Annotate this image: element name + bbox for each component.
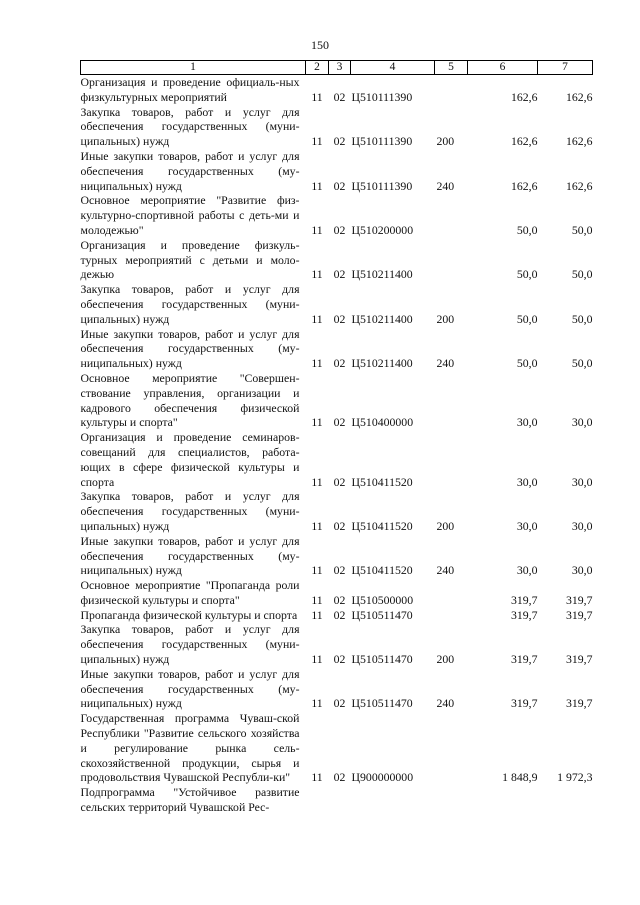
row-name-cell: Иные закупки товаров, работ и услуг для обеспечения государственных (му-ниципальных) нужд bbox=[80, 326, 300, 371]
table-row bbox=[81, 608, 593, 623]
target-article-cell: Ц510111390 bbox=[351, 89, 413, 104]
target-article-cell: Ц510511470 bbox=[351, 652, 413, 667]
table-row bbox=[81, 430, 593, 489]
subsection-code-cell: 02 bbox=[333, 178, 346, 193]
expense-type-cell: 200 bbox=[436, 311, 455, 326]
amount-year1-cell: 30,0 bbox=[516, 563, 538, 578]
amount-year2-cell: 162,6 bbox=[565, 178, 593, 193]
amount-year1-cell: 162,6 bbox=[510, 134, 538, 149]
target-article-cell: Ц510211400 bbox=[351, 267, 413, 282]
table-row bbox=[81, 105, 593, 149]
table-row bbox=[81, 282, 593, 326]
expense-type-cell: 240 bbox=[436, 696, 455, 711]
row-name-cell: Организация и проведение официаль-ных физкультурных мероприятий bbox=[80, 75, 300, 104]
table-row bbox=[81, 193, 593, 237]
amount-year2-cell: 319,7 bbox=[565, 607, 593, 622]
column-header: 6 bbox=[468, 61, 538, 75]
subsection-code-cell: 02 bbox=[333, 311, 346, 326]
expense-type-cell bbox=[435, 193, 468, 237]
table-row bbox=[81, 238, 593, 282]
row-name-cell: Основное мероприятие "Развитие физ-культурно-спортивной работы с деть-ми и молодежью" bbox=[80, 193, 300, 237]
expense-type-cell bbox=[435, 608, 468, 623]
table-row bbox=[81, 327, 593, 371]
row-name-cell: Организация и проведение физкуль-турных мероприятий с детьми и моло-дежью bbox=[80, 237, 300, 282]
row-name-cell: Иные закупки товаров, работ и услуг для обеспечения государственных (му-ниципальных) нужд bbox=[80, 148, 300, 193]
row-name-cell: Пропаганда физической культуры и спорта bbox=[80, 607, 298, 622]
expense-type-cell bbox=[435, 578, 468, 608]
amount-year2-cell: 319,7 bbox=[565, 592, 593, 607]
table-row bbox=[81, 75, 593, 105]
amount-year2-cell: 162,6 bbox=[565, 89, 593, 104]
table-row bbox=[81, 711, 593, 785]
subsection-code-cell: 02 bbox=[333, 89, 346, 104]
table-row bbox=[81, 534, 593, 578]
target-article-cell: Ц510511470 bbox=[351, 607, 413, 622]
target-article-cell: Ц510411520 bbox=[351, 563, 413, 578]
amount-year2-cell: 50,0 bbox=[571, 311, 593, 326]
table-header-row bbox=[81, 61, 593, 75]
table-row bbox=[81, 578, 593, 608]
column-header: 1 bbox=[81, 61, 306, 75]
subsection-code-cell: 02 bbox=[333, 415, 346, 430]
target-article-cell: Ц510211400 bbox=[351, 356, 413, 371]
table-body bbox=[81, 75, 593, 815]
section-code-cell: 11 bbox=[311, 474, 323, 489]
subsection-code-cell: 02 bbox=[333, 696, 346, 711]
section-code-cell: 11 bbox=[311, 311, 323, 326]
row-name-cell: Закупка товаров, работ и услуг для обеспечения государственных (муни-ципальных) нужд bbox=[80, 622, 300, 667]
amount-year2-cell: 50,0 bbox=[571, 267, 593, 282]
budget-table bbox=[80, 60, 593, 815]
amount-year1-cell: 319,7 bbox=[510, 592, 538, 607]
target-article-cell: Ц510511470 bbox=[351, 696, 413, 711]
row-name-cell: Закупка товаров, работ и услуг для обеспечения государственных (муни-ципальных) нужд bbox=[80, 282, 300, 326]
expense-type-cell bbox=[435, 371, 468, 430]
target-article-cell: Ц900000000 bbox=[351, 770, 414, 785]
target-article-cell: Ц510500000 bbox=[351, 592, 414, 607]
amount-year2-cell: 30,0 bbox=[571, 563, 593, 578]
expense-type-cell: 240 bbox=[436, 563, 455, 578]
expense-type-cell: 200 bbox=[436, 134, 455, 149]
subsection-code-cell: 02 bbox=[333, 607, 346, 622]
amount-year1-cell: 319,7 bbox=[510, 607, 538, 622]
amount-year2-cell: 50,0 bbox=[571, 356, 593, 371]
subsection-code-cell: 02 bbox=[333, 592, 346, 607]
subsection-code-cell: 02 bbox=[333, 518, 346, 533]
amount-year1-cell: 30,0 bbox=[516, 415, 538, 430]
table-row bbox=[81, 149, 593, 193]
table-row bbox=[81, 622, 593, 666]
amount-year2-cell: 319,7 bbox=[565, 696, 593, 711]
table-row bbox=[81, 489, 593, 533]
subsection-code-cell: 02 bbox=[333, 563, 346, 578]
amount-year1-cell: 30,0 bbox=[516, 518, 538, 533]
amount-year2-cell: 30,0 bbox=[571, 415, 593, 430]
amount-year2-cell: 162,6 bbox=[565, 134, 593, 149]
section-code-cell: 11 bbox=[311, 518, 323, 533]
section-code-cell bbox=[306, 785, 329, 815]
subsection-code-cell bbox=[329, 785, 351, 815]
section-code-cell: 11 bbox=[311, 652, 323, 667]
subsection-code-cell: 02 bbox=[333, 222, 346, 237]
target-article-cell: Ц510411520 bbox=[351, 474, 413, 489]
column-header: 2 bbox=[306, 61, 329, 75]
row-name-cell: Закупка товаров, работ и услуг для обеспечения государственных (муни-ципальных) нужд bbox=[80, 104, 300, 149]
expense-type-cell: 240 bbox=[436, 356, 455, 371]
amount-year2-cell: 1 972,3 bbox=[557, 770, 593, 785]
target-article-cell: Ц510400000 bbox=[351, 415, 414, 430]
row-name-cell: Закупка товаров, работ и услуг для обеспечения государственных (муни-ципальных) нужд bbox=[80, 489, 300, 533]
section-code-cell: 11 bbox=[311, 696, 323, 711]
section-code-cell: 11 bbox=[311, 607, 323, 622]
expense-type-cell: 200 bbox=[436, 652, 455, 667]
expense-type-cell bbox=[435, 785, 468, 815]
row-name-cell: Подпрограмма "Устойчивое развитие сельских территорий Чувашской Рес- bbox=[80, 785, 300, 815]
target-article-cell bbox=[351, 785, 435, 815]
amount-year2-cell: 50,0 bbox=[571, 222, 593, 237]
section-code-cell: 11 bbox=[311, 134, 323, 149]
amount-year2-cell bbox=[538, 785, 593, 815]
amount-year2-cell: 30,0 bbox=[571, 474, 593, 489]
subsection-code-cell: 02 bbox=[333, 267, 346, 282]
row-name-cell: Иные закупки товаров, работ и услуг для обеспечения государственных (му-ниципальных) нужд bbox=[80, 666, 300, 711]
expense-type-cell bbox=[435, 711, 468, 785]
subsection-code-cell: 02 bbox=[333, 474, 346, 489]
table-row bbox=[81, 667, 593, 711]
section-code-cell: 11 bbox=[311, 222, 323, 237]
amount-year2-cell: 30,0 bbox=[571, 518, 593, 533]
column-header: 7 bbox=[538, 61, 593, 75]
row-name-cell: Организация и проведение семинаров-совещаний для специалистов, работа-ющих в сфере физической культуры и спорта bbox=[80, 430, 300, 489]
table-row bbox=[81, 371, 593, 430]
column-header: 4 bbox=[351, 61, 435, 75]
target-article-cell: Ц510211400 bbox=[351, 311, 413, 326]
section-code-cell: 11 bbox=[311, 592, 323, 607]
expense-type-cell: 240 bbox=[436, 178, 455, 193]
target-article-cell: Ц510111390 bbox=[351, 178, 413, 193]
column-header: 3 bbox=[329, 61, 351, 75]
amount-year1-cell: 162,6 bbox=[510, 178, 538, 193]
section-code-cell: 11 bbox=[311, 563, 323, 578]
amount-year1-cell: 162,6 bbox=[510, 89, 538, 104]
expense-type-cell bbox=[435, 238, 468, 282]
section-code-cell: 11 bbox=[311, 89, 323, 104]
amount-year1-cell: 1 848,9 bbox=[502, 770, 538, 785]
target-article-cell: Ц510200000 bbox=[351, 222, 414, 237]
subsection-code-cell: 02 bbox=[333, 356, 346, 371]
amount-year1-cell: 50,0 bbox=[516, 267, 538, 282]
amount-year1-cell: 50,0 bbox=[516, 311, 538, 326]
table-row bbox=[81, 785, 593, 815]
column-header: 5 bbox=[435, 61, 468, 75]
row-name-cell: Основное мероприятие "Пропаганда роли физической культуры и спорта" bbox=[80, 578, 300, 607]
subsection-code-cell: 02 bbox=[333, 652, 346, 667]
target-article-cell: Ц510411520 bbox=[351, 518, 413, 533]
amount-year1-cell: 319,7 bbox=[510, 652, 538, 667]
amount-year1-cell: 50,0 bbox=[516, 222, 538, 237]
subsection-code-cell: 02 bbox=[333, 134, 346, 149]
row-name-cell: Государственная программа Чуваш-ской Республики "Развитие сельского хозяйства и регулирование рынка сель-скохозяйственной продукции, сырья и продовольствия Чувашской Республи-ки" bbox=[80, 711, 300, 785]
section-code-cell: 11 bbox=[311, 770, 323, 785]
page-number: 150 bbox=[311, 38, 329, 52]
expense-type-cell: 200 bbox=[436, 518, 455, 533]
expense-type-cell bbox=[435, 430, 468, 489]
section-code-cell: 11 bbox=[311, 415, 323, 430]
section-code-cell: 11 bbox=[311, 178, 323, 193]
section-code-cell: 11 bbox=[311, 267, 323, 282]
expense-type-cell bbox=[435, 75, 468, 105]
amount-year1-cell bbox=[468, 785, 538, 815]
amount-year1-cell: 50,0 bbox=[516, 356, 538, 371]
amount-year2-cell: 319,7 bbox=[565, 652, 593, 667]
amount-year1-cell: 319,7 bbox=[510, 696, 538, 711]
amount-year1-cell: 30,0 bbox=[516, 474, 538, 489]
subsection-code-cell: 02 bbox=[333, 770, 346, 785]
row-name-cell: Основное мероприятие "Совершен-ствование управления, организации и кадрового обеспечения физической культуры и спорта" bbox=[80, 370, 300, 430]
section-code-cell: 11 bbox=[311, 356, 323, 371]
row-name-cell: Иные закупки товаров, работ и услуг для обеспечения государственных (му-ниципальных) нужд bbox=[80, 533, 300, 578]
target-article-cell: Ц510111390 bbox=[351, 134, 413, 149]
